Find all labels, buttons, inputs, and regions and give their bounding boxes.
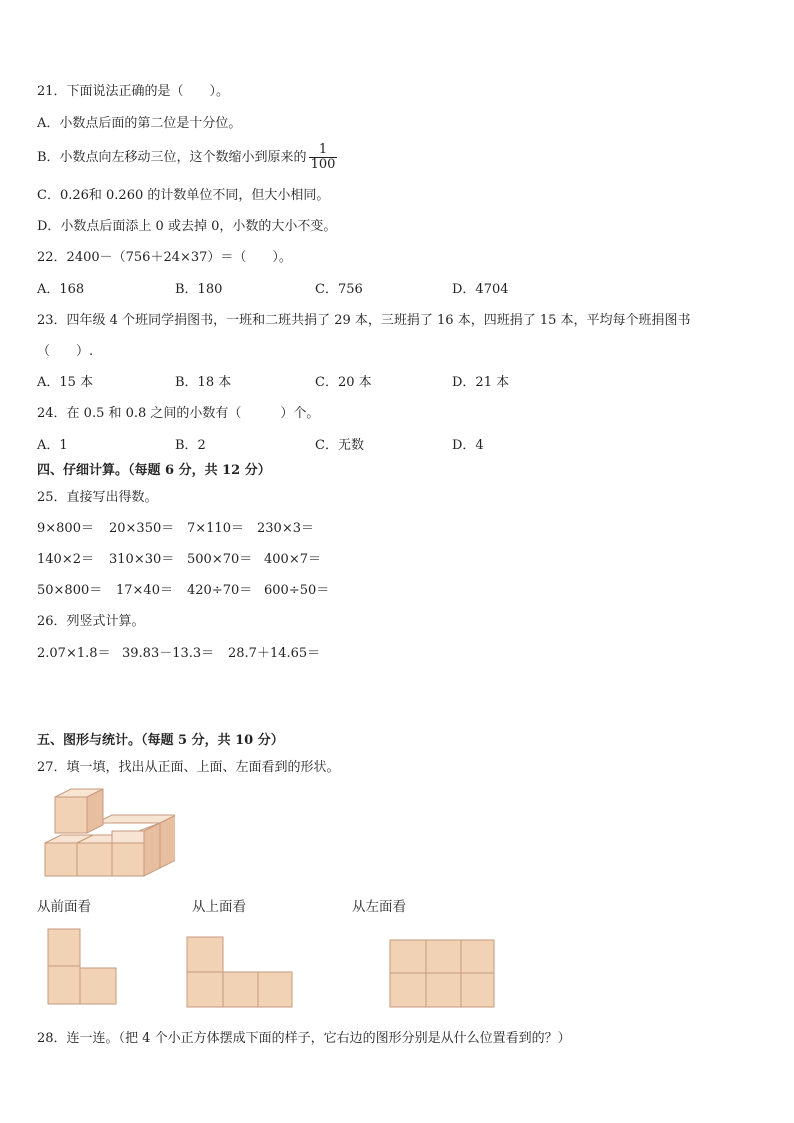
vertical-calc-item: 28.7＋14.65＝ bbox=[228, 646, 321, 661]
q21-option-b-text: B．小数点向左移动三位，这个数缩小到原来的 bbox=[37, 150, 307, 165]
front-view-shape bbox=[47, 928, 119, 1008]
q22-option-b: B．180 bbox=[175, 282, 223, 297]
q24-stem: 24．在 0.5 和 0.8 之间的小数有（ ）个。 bbox=[37, 406, 320, 421]
q22-option-c: C．756 bbox=[315, 282, 363, 297]
calc-item: 500×70＝ bbox=[187, 552, 253, 567]
q25-stem: 25．直接写出得数。 bbox=[37, 490, 158, 505]
calc-item: 600÷50＝ bbox=[264, 583, 330, 598]
calc-item: 17×40＝ bbox=[116, 583, 173, 598]
q23-stem: 23．四年级 4 个班同学捐图书，一班和二班共捐了 29 本，三班捐了 16 本，四班捐了 15 本，平均每个班捐图书 bbox=[37, 313, 691, 328]
calc-item: 50×800＝ bbox=[37, 583, 103, 598]
calc-item: 9×800＝ bbox=[37, 521, 94, 536]
left-view-shape bbox=[389, 939, 497, 1009]
q22-option-d: D．4704 bbox=[452, 282, 509, 297]
q26-stem: 26．列竖式计算。 bbox=[37, 614, 145, 629]
section-5-heading: 五、图形与统计。（每题 5 分，共 10 分） bbox=[37, 733, 284, 748]
q22-stem: 22．2400－（756＋24×37）＝（ ）。 bbox=[37, 250, 292, 265]
q23-option-c: C．20 本 bbox=[315, 375, 372, 390]
q24-option-a: A．1 bbox=[37, 438, 68, 453]
view-label-left: 从左面看 bbox=[352, 899, 406, 915]
q21-option-b bbox=[37, 143, 337, 172]
q21-option-d: D．小数点后面添上 0 或去掉 0，小数的大小不变。 bbox=[37, 219, 337, 234]
calc-item: 310×30＝ bbox=[109, 552, 175, 567]
q23-stem-line2: （ ）. bbox=[37, 344, 94, 359]
cube-arrangement-figure bbox=[40, 786, 175, 881]
calc-item: 7×110＝ bbox=[187, 521, 244, 536]
q24-option-c: C．无数 bbox=[315, 438, 364, 453]
calc-item: 140×2＝ bbox=[37, 552, 94, 567]
q23-option-b: B．18 本 bbox=[175, 375, 232, 390]
vertical-calc-item: 2.07×1.8＝ bbox=[37, 646, 111, 661]
q23-option-a: A．15 本 bbox=[37, 375, 94, 390]
section-4-heading: 四、仔细计算。（每题 6 分，共 12 分） bbox=[37, 463, 271, 478]
vertical-calc-item: 39.83－13.3＝ bbox=[122, 646, 215, 661]
fraction bbox=[309, 143, 338, 172]
q21-stem: 21．下面说法正确的是（ ）。 bbox=[37, 84, 230, 99]
q21-option-c: C．0.26和 0.260 的计数单位不同，但大小相同。 bbox=[37, 188, 330, 203]
fraction-denominator: 100 bbox=[310, 157, 336, 172]
q24-option-d: D．4 bbox=[452, 438, 484, 453]
calc-item: 420÷70＝ bbox=[187, 583, 253, 598]
q24-option-b: B．2 bbox=[175, 438, 206, 453]
calc-item: 20×350＝ bbox=[109, 521, 175, 536]
q28-stem: 28．连一连。（把 4 个小正方体摆成下面的样子，它右边的图形分别是从什么位置看到的？） bbox=[37, 1031, 571, 1046]
q21-option-a: A．小数点后面的第二位是十分位。 bbox=[37, 116, 242, 131]
q22-option-a: A．168 bbox=[37, 282, 85, 297]
calc-item: 400×7＝ bbox=[264, 552, 321, 567]
top-view-shape bbox=[186, 936, 294, 1010]
q27-stem: 27．填一填，找出从正面、上面、左面看到的形状。 bbox=[37, 760, 340, 775]
view-label-top: 从上面看 bbox=[192, 899, 246, 915]
fraction-numerator: 1 bbox=[318, 142, 328, 157]
calc-item: 230×3＝ bbox=[257, 521, 314, 536]
view-label-front: 从前面看 bbox=[37, 899, 91, 915]
q23-option-d: D．21 本 bbox=[452, 375, 510, 390]
